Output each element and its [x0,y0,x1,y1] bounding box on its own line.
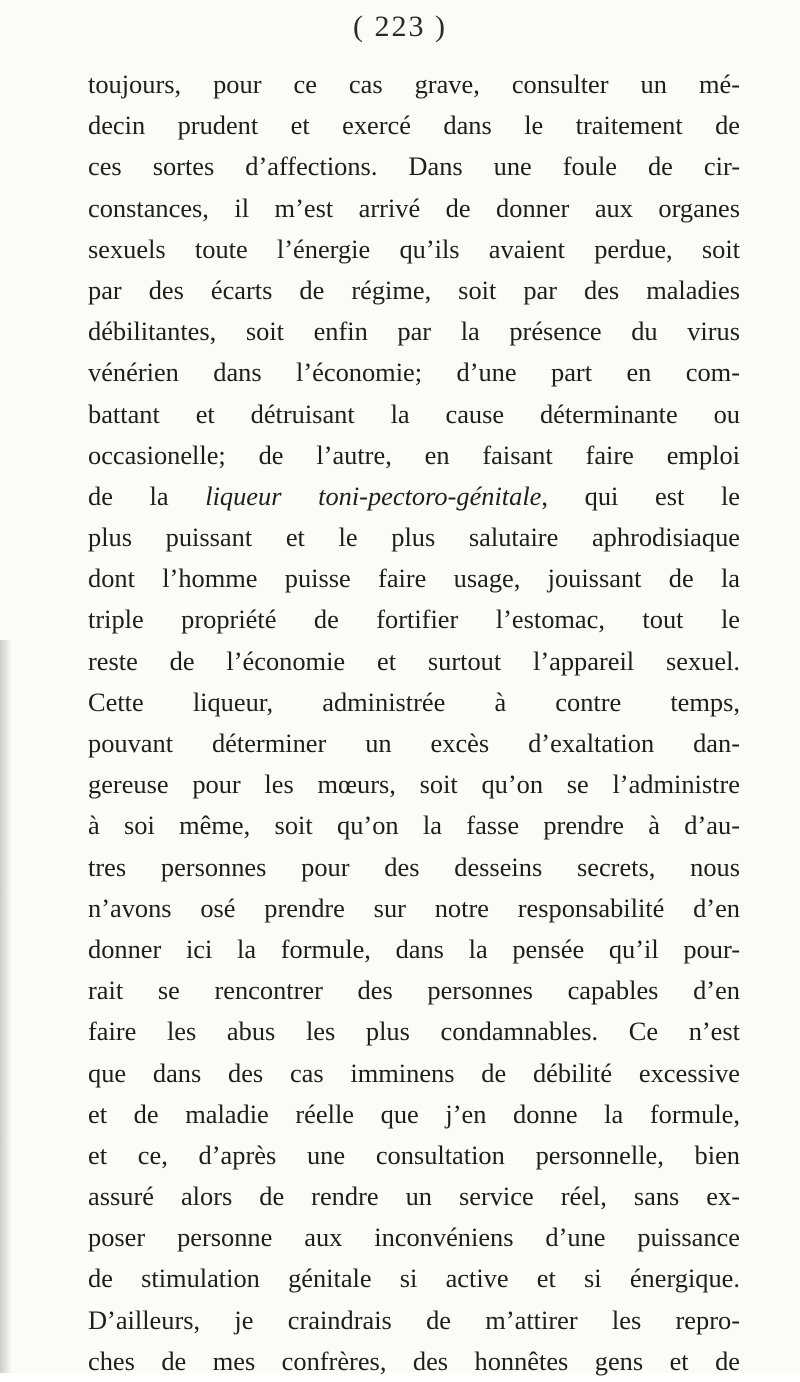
text-line: assuré alors de rendre un service réel, sans ex- [88,1181,740,1212]
text-line: constances, il m’est arrivé de donner aux organes [88,192,740,223]
text-line: de stimulation génitale si active et si énergique. [88,1263,740,1294]
text-line: à soi même, soit qu’on la fasse prendre à d’au- [88,810,740,841]
text-line: et ce, d’après une consultation personnelle, bien [88,1139,740,1170]
text-line: faire les abus les plus condamnables. Ce n’est [88,1016,740,1047]
text-line: reste de l’économie et surtout l’appareil sexuel. [88,645,740,676]
text-line: sexuels toute l’énergie qu’ils avaient perdue, soit [88,233,740,264]
text-line: rait se rencontrer des personnes capables d’en [88,975,740,1006]
liquor-name: liqueur toni-pectoro-génitale [205,480,542,511]
text-line: plus puissant et le plus salutaire aphrodisiaque [88,522,740,553]
text-line: triple propriété de fortifier l’estomac, tout le [88,604,740,635]
page-number: ( 223 ) [353,10,447,43]
page-gutter-shadow [0,640,12,1373]
text-line: que dans des cas imminens de débilité excessive [88,1057,740,1088]
text-line: pouvant déterminer un excès d’exaltation dan- [88,728,740,758]
text-line: battant et détruisant la cause déterminante ou [88,398,740,429]
text-line: gereuse pour les mœurs, soit qu’on se l’administre [88,769,740,800]
text-line: Cette liqueur, administrée à contre temps, [88,686,740,717]
text-line: ces sortes d’affections. Dans une foule de cir- [88,151,740,182]
body-text [88,64,740,1382]
text-line: dont l’homme puisse faire usage, jouissant de la [88,563,740,594]
text-line: vénérien dans l’économie; d’une part en com- [88,357,740,388]
text-line: toujours, pour ce cas grave, consulter un mé- [88,69,740,99]
text-line: n’avons osé prendre sur notre responsabilité d’en [88,892,740,923]
text-line: donner ici la formule, dans la pensée qu’il pour- [88,933,740,964]
text-line: débilitantes, soit enfin par la présence du virus [88,316,740,347]
text-line: ches de mes confrères, des honnêtes gens et de [88,1345,740,1376]
line-suffix: , qui est le [541,480,740,511]
text-line: par des écarts de régime, soit par des maladies [88,274,740,305]
text-line: decin prudent et exercé dans le traitement de [88,110,740,141]
text-line: D’ailleurs, je craindrais de m’attirer les repro- [88,1304,740,1335]
text-line: et de maladie réelle que j’en donne la formule, [88,1098,740,1129]
text-line: poser personne aux inconvéniens d’une puissance [88,1222,740,1253]
text-line-with-italic [88,476,740,517]
line-prefix: de la [88,480,206,511]
text-line: occasionelle; de l’autre, en faisant faire emploi [88,439,740,470]
text-line: tres personnes pour des desseins secrets, nous [88,851,740,882]
